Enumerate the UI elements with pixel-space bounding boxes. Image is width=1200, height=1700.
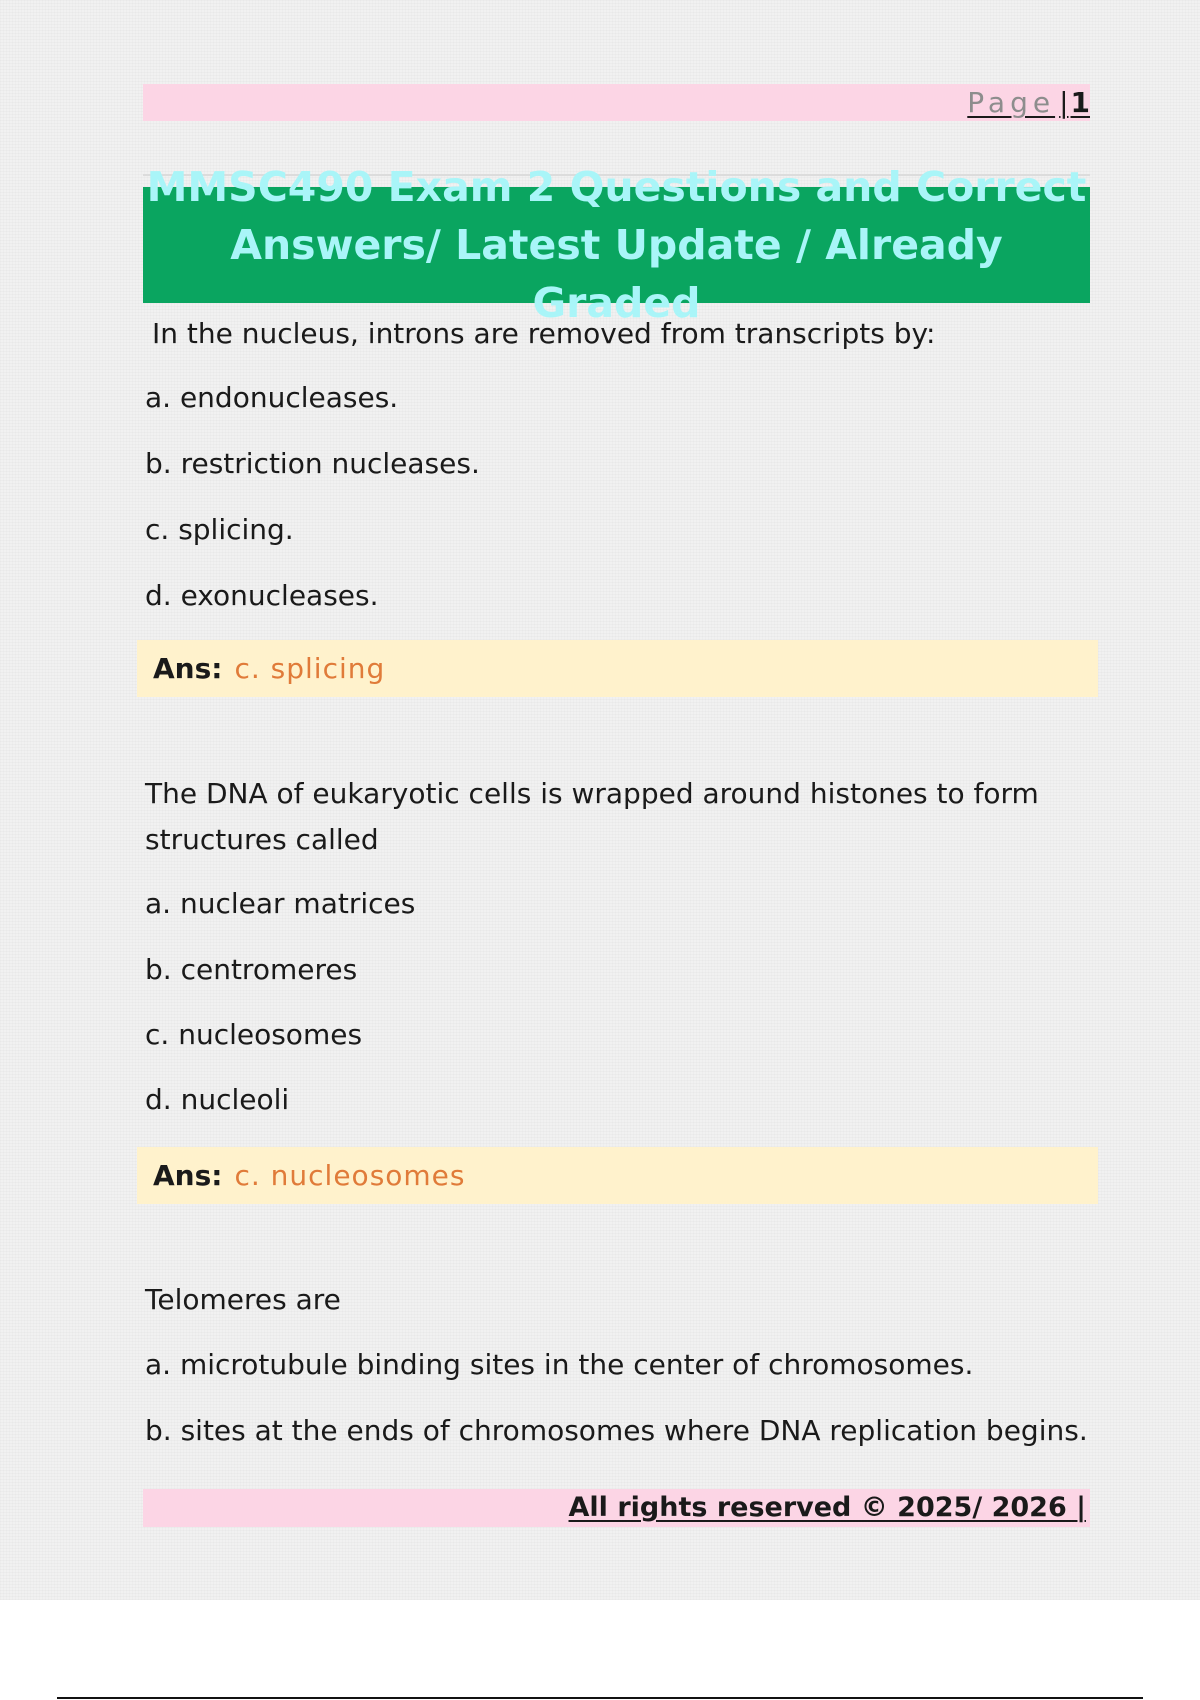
copyright-notice: All rights reserved © 2025/ 2026 | xyxy=(568,1492,1086,1523)
page-header xyxy=(143,84,1090,121)
question-1-answer xyxy=(137,640,1098,697)
page-word: Page xyxy=(967,86,1056,119)
question-2-prompt: The DNA of eukaryotic cells is wrapped around histones to form structures called xyxy=(145,777,1039,856)
answer-value: c. nucleosomes xyxy=(234,1159,466,1192)
question-1-option-d: d. exonucleases. xyxy=(145,579,379,612)
document-title xyxy=(143,163,1090,327)
page-number-label xyxy=(967,86,1090,119)
question-2-option-c: c. nucleosomes xyxy=(145,1018,363,1051)
question-1-option-c: c. splicing. xyxy=(145,513,294,546)
question-3-prompt: Telomeres are xyxy=(145,1283,341,1316)
question-3-option-a: a. microtubule binding sites in the center of chromosomes. xyxy=(145,1348,974,1381)
question-1-option-b: b. restriction nucleases. xyxy=(145,447,480,480)
bottom-divider xyxy=(57,1697,1143,1699)
page-footer xyxy=(143,1489,1090,1527)
question-1-option-a: a. endonucleases. xyxy=(145,381,399,414)
answer-label: Ans: xyxy=(153,652,223,685)
question-1-prompt: In the nucleus, introns are removed from transcripts by: xyxy=(152,317,936,350)
question-2-option-b: b. centromeres xyxy=(145,953,358,986)
question-3-option-b: b. sites at the ends of chromosomes where DNA replication begins. xyxy=(145,1414,1088,1447)
document-title-text: MMSC490 Exam 2 Questions and Correct Answers/ Latest Update / Already Graded xyxy=(146,163,1087,327)
question-2-option-a: a. nuclear matrices xyxy=(145,887,416,920)
question-2-answer xyxy=(137,1147,1098,1204)
answer-label: Ans: xyxy=(153,1159,223,1192)
answer-value: c. splicing xyxy=(234,652,386,685)
question-2-option-d: d. nucleoli xyxy=(145,1083,290,1116)
page-number: 1 xyxy=(1070,86,1090,119)
page-separator: | xyxy=(1059,86,1069,119)
